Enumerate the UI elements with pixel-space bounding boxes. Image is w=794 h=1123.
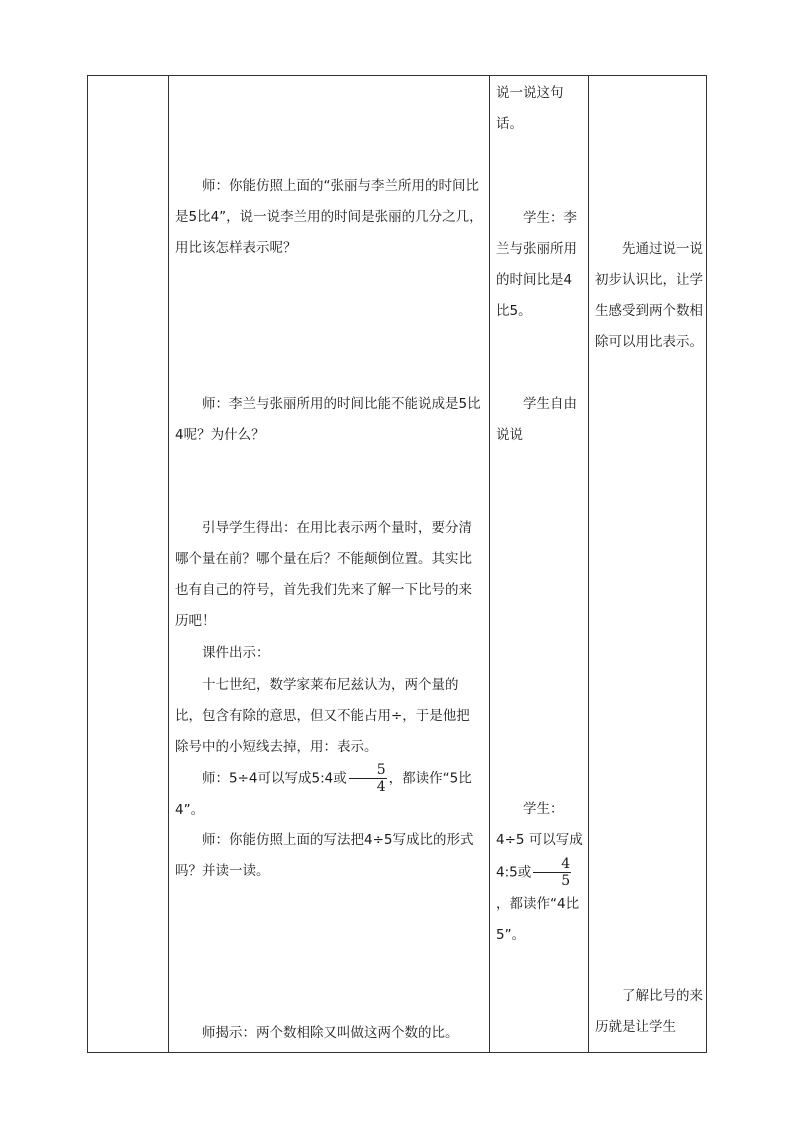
fraction-4-5: $\frac{4}{5}$ xyxy=(533,856,571,889)
design-note-1: 先通过说一说初步认识比，让学生感受到两个数相除可以用比表示。 xyxy=(595,241,703,350)
student-answer-2: 学生：4÷5 可以写成4:5或 $\frac{4}{5}$ ，都读作“4比5”。 xyxy=(496,801,583,943)
history-text: 十七世纪，数学家莱布尼兹认为，两个量的比，包含有除的意思，但又不能占用÷，于是他把除号中的小短线去掉，用：表示。 xyxy=(175,677,470,755)
fraction-5-4: $\frac{5}{4}$ xyxy=(349,762,387,795)
courseware-label: 课件出示： xyxy=(202,645,270,661)
teacher-example: 师：5÷4可以写成5:4或 $\frac{5}{4}$ ，都读作“5比4”。 xyxy=(175,762,472,818)
column-stage xyxy=(88,76,168,1052)
student-answer-1: 学生：李兰与张丽所用的时间比是4比5。 xyxy=(496,210,577,319)
teacher-question-1: 师：你能仿照上面的“张丽与李兰所用的时间比是5比4”，说一说李兰用的时间是张丽的几分之几，用比该怎样表示呢？ xyxy=(175,178,483,256)
student-say-sentence: 说一说这句话。 xyxy=(496,85,564,132)
guide-conclusion: 引导学生得出：在用比表示两个量时，要分清哪个量在前？哪个量在后？不能颠倒位置。其实比也有自己的符号，首先我们先来了解一下比号的来历吧！ xyxy=(175,520,472,629)
column-student-activity xyxy=(490,76,588,1052)
teacher-question-2: 师：李兰与张丽所用的时间比能不能说成是5比4呢？为什么？ xyxy=(175,396,481,443)
teacher-question-3: 师：你能仿照上面的写法把4÷5写成比的形式吗？并读一读。 xyxy=(175,832,474,879)
column-teacher-activity xyxy=(169,76,489,1052)
lesson-table xyxy=(87,75,707,1053)
teacher-reveal: 师揭示：两个数相除又叫做这两个数的比。 xyxy=(202,1025,459,1041)
design-note-2: 了解比号的来历就是让学生 xyxy=(595,988,703,1035)
student-free-talk: 学生自由说说 xyxy=(496,396,577,443)
column-design-intent xyxy=(589,76,707,1052)
